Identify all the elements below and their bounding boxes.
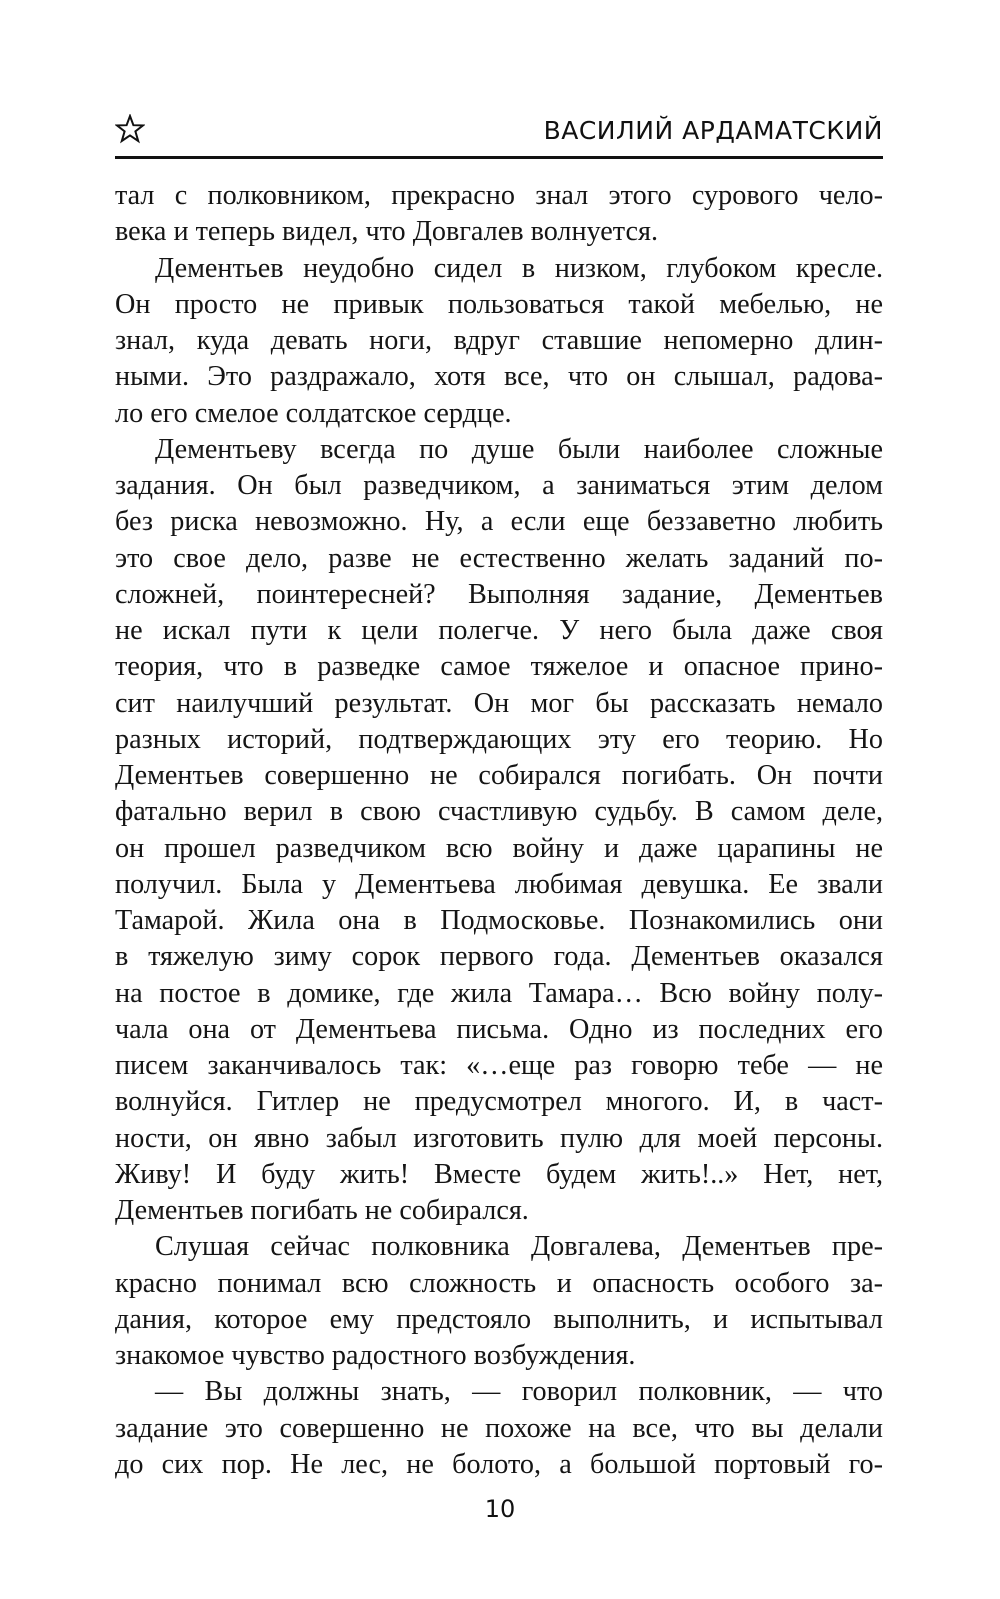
text-line: — Вы должны знать, — говорил полковник, — что (155, 1376, 883, 1408)
text-line: знакомое чувство радостного возбуждения. (115, 1340, 636, 1371)
text-line: чала она от Дементьева письма. Одно из последних его (115, 1013, 883, 1045)
text-line: знал, куда девать ноги, вдруг ставшие непомерно длин- (115, 325, 883, 356)
text-line: Дементьеву всегда по душе были наиболее сложные (155, 433, 883, 465)
text-line: разных историй, подтверждающих эту его теорию. Но (115, 723, 883, 755)
body-text (115, 178, 883, 1483)
text-line: ности, он явно забыл изготовить пулю для моей персоны. (115, 1122, 883, 1154)
text-line: Тамарой. Жила она в Подмосковье. Познакомились они (115, 905, 883, 936)
text-line: волнуйся. Гитлер не предусмотрел многого. И, в част- (115, 1086, 883, 1118)
text-line: ными. Это раздражало, хотя все, что он слышал, радова- (115, 361, 883, 393)
text-line: Дементьев неудобно сидел в низком, глубоком кресле. (155, 252, 883, 284)
text-line: сложней, поинтересней? Выполняя задание, Дементьев (115, 578, 883, 610)
text-line: задания. Он был разведчиком, а заниматься этим делом (115, 470, 883, 501)
page-number: 10 (484, 1495, 516, 1523)
text-line: это свое дело, разве не естественно желать заданий по- (115, 542, 883, 574)
star-outline-icon (115, 114, 145, 144)
text-line: Дементьев погибать не собирался. (115, 1195, 529, 1226)
text-line: до сих пор. Не лес, не болото, а большой портовый го- (115, 1448, 883, 1480)
text-line: Живу! И буду жить! Вместе будем жить!..» Нет, нет, (115, 1158, 883, 1190)
text-line: ло его смелое солдатское сердце. (115, 397, 512, 429)
text-line: задание это совершенно не похоже на все, что вы делали (115, 1412, 883, 1444)
text-line: он прошел разведчиком всю войну и даже царапины не (115, 832, 883, 864)
running-header (115, 110, 883, 159)
author-name: ВАСИЛИЙ АРДАМАТСКИЙ (543, 116, 883, 145)
text-line: не искал пути к цели полегче. У него была даже своя (115, 615, 883, 646)
text-line: теория, что в разведке самое тяжелое и опасное прино- (115, 651, 883, 683)
text-line: тал с полковником, прекрасно знал этого сурового чело- (115, 180, 883, 211)
text-line: века и теперь видел, что Довгалев волнуется. (115, 216, 658, 248)
text-line: получил. Была у Дементьева любимая девушка. Ее звали (115, 868, 883, 900)
text-line: Слушая сейчас полковника Довгалева, Дементьев пре- (155, 1231, 883, 1263)
text-line: в тяжелую зиму сорок первого года. Дементьев оказался (115, 941, 883, 973)
text-line: сит наилучший результат. Он мог бы рассказать немало (115, 687, 883, 719)
text-line: Он просто не привык пользоваться такой мебелью, не (115, 288, 883, 320)
text-line: Дементьев совершенно не собирался погибать. Он почти (115, 760, 883, 791)
text-line: красно понимал всю сложность и опасность особого за- (115, 1267, 883, 1299)
text-line: фатально верил в свою счастливую судьбу. В самом деле, (115, 796, 883, 828)
text-line: дания, которое ему предстояло выполнить, и испытывал (115, 1303, 883, 1335)
text-line: на постое в домике, где жила Тамара… Всю войну полу- (115, 977, 883, 1009)
text-line: писем заканчивалось так: «…еще раз говорю тебе — не (115, 1050, 883, 1081)
text-line: без риска невозможно. Ну, а если еще беззаветно любить (115, 506, 883, 538)
